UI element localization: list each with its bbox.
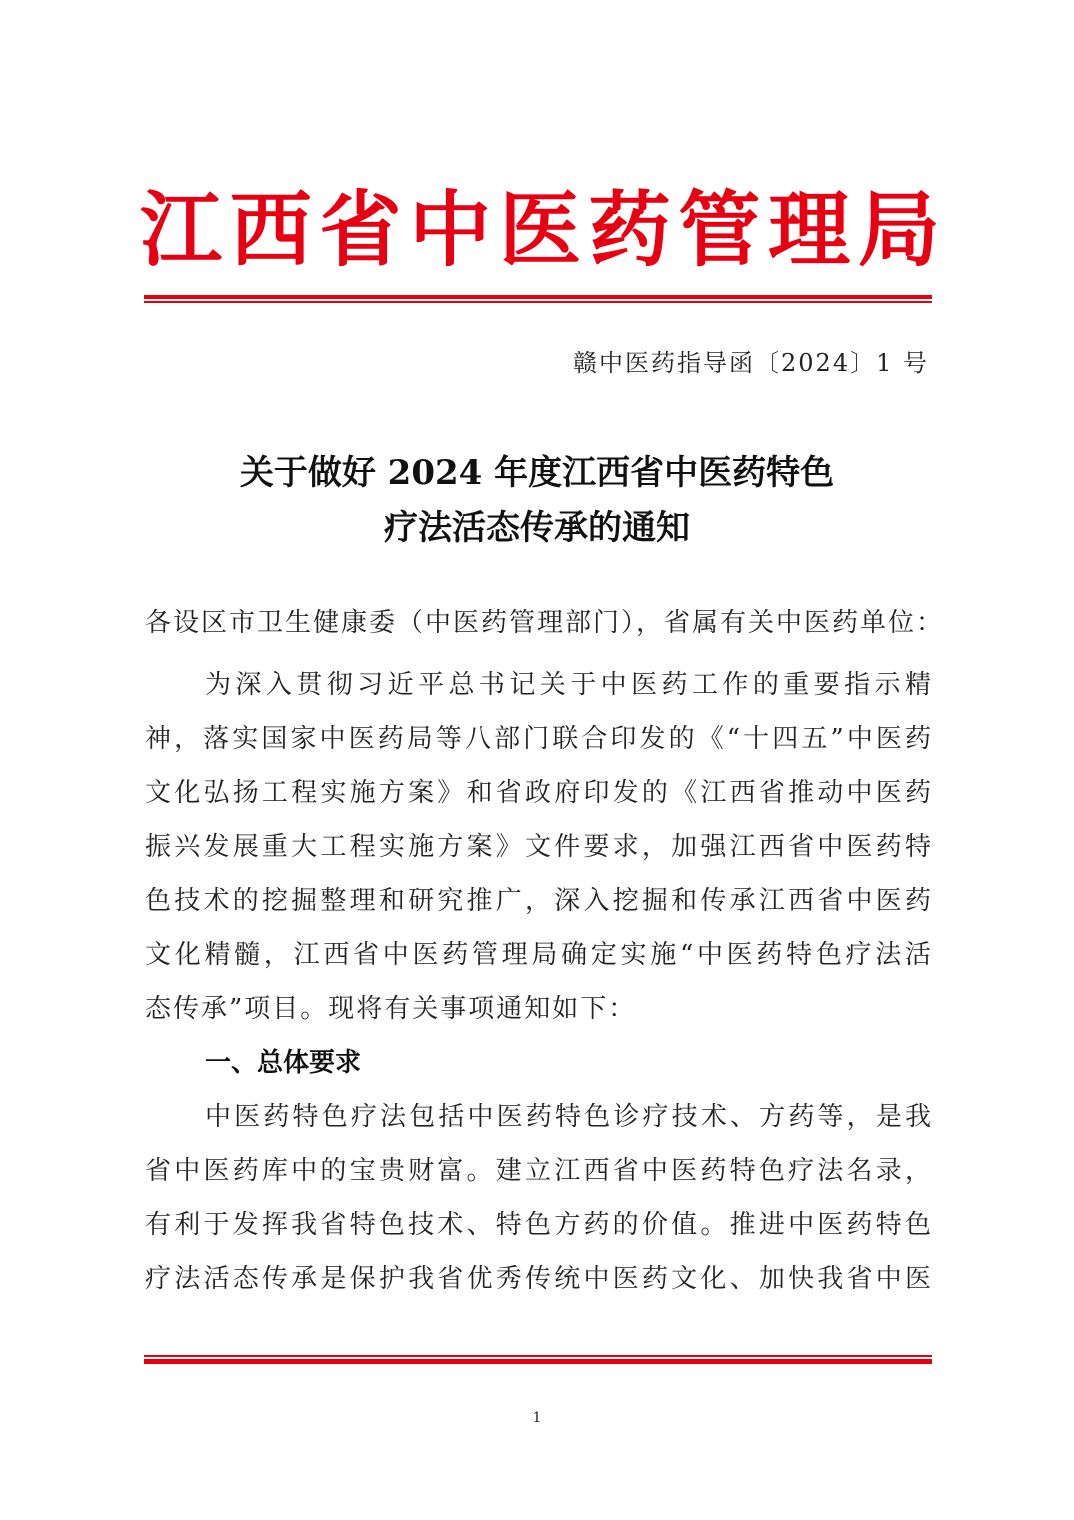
paragraph-line: 振兴发展重大工程实施方案》文件要求，加强江西省中医药特 — [145, 832, 931, 862]
header-divider-thick — [144, 295, 932, 299]
header-char: 省 — [319, 182, 402, 278]
document-number: 赣中医药指导函〔2024〕1 号 — [573, 349, 929, 377]
paragraph-line: 为深入贯彻习近平总书记关于中医药工作的重要指示精 — [205, 670, 931, 700]
issuing-authority-header — [140, 180, 940, 280]
salutation: 各设区市卫生健康委（中医药管理部门），省属有关中医药单位： — [145, 608, 945, 638]
footer-divider-thick — [144, 1359, 932, 1364]
header-char: 医 — [498, 182, 581, 278]
paragraph-line: 态传承”项目。现将有关事项通知如下： — [145, 994, 637, 1024]
paragraph-line: 神，落实国家中医药局等八部门联合印发的《“十四五”中医药 — [145, 724, 931, 754]
document-title-line-1: 关于做好 2024 年度江西省中医药特色 — [239, 453, 835, 493]
section-heading: 一、总体要求 — [205, 1048, 362, 1078]
header-char: 理 — [768, 182, 851, 278]
page-number: 1 — [532, 1410, 542, 1426]
paragraph-line: 省中医药库中的宝贵财富。建立江西省中医药特色疗法名录， — [145, 1156, 931, 1186]
footer-divider-thin — [144, 1355, 932, 1357]
header-char: 药 — [588, 182, 671, 278]
header-char: 中 — [409, 182, 492, 278]
header-char: 管 — [678, 182, 761, 278]
paragraph-line: 疗法活态传承是保护我省优秀传统中医药文化、加快我省中医 — [145, 1264, 931, 1294]
paragraph-line: 文化精髓，江西省中医药管理局确定实施“中医药特色疗法活 — [145, 940, 931, 970]
paragraph-line: 文化弘扬工程实施方案》和省政府印发的《江西省推动中医药 — [145, 778, 931, 808]
paragraph-line: 有利于发挥我省特色技术、特色方药的价值。推进中医药特色 — [145, 1210, 931, 1240]
header-char: 西 — [229, 182, 312, 278]
header-char: 江 — [140, 182, 223, 278]
document-title-line-2: 疗法活态传承的通知 — [384, 508, 690, 548]
header-divider-thin — [144, 301, 932, 303]
paragraph-line: 中医药特色疗法包括中医药特色诊疗技术、方药等，是我 — [205, 1102, 931, 1132]
paragraph-line: 色技术的挖掘整理和研究推广，深入挖掘和传承江西省中医药 — [145, 886, 931, 916]
header-char: 局 — [857, 182, 940, 278]
